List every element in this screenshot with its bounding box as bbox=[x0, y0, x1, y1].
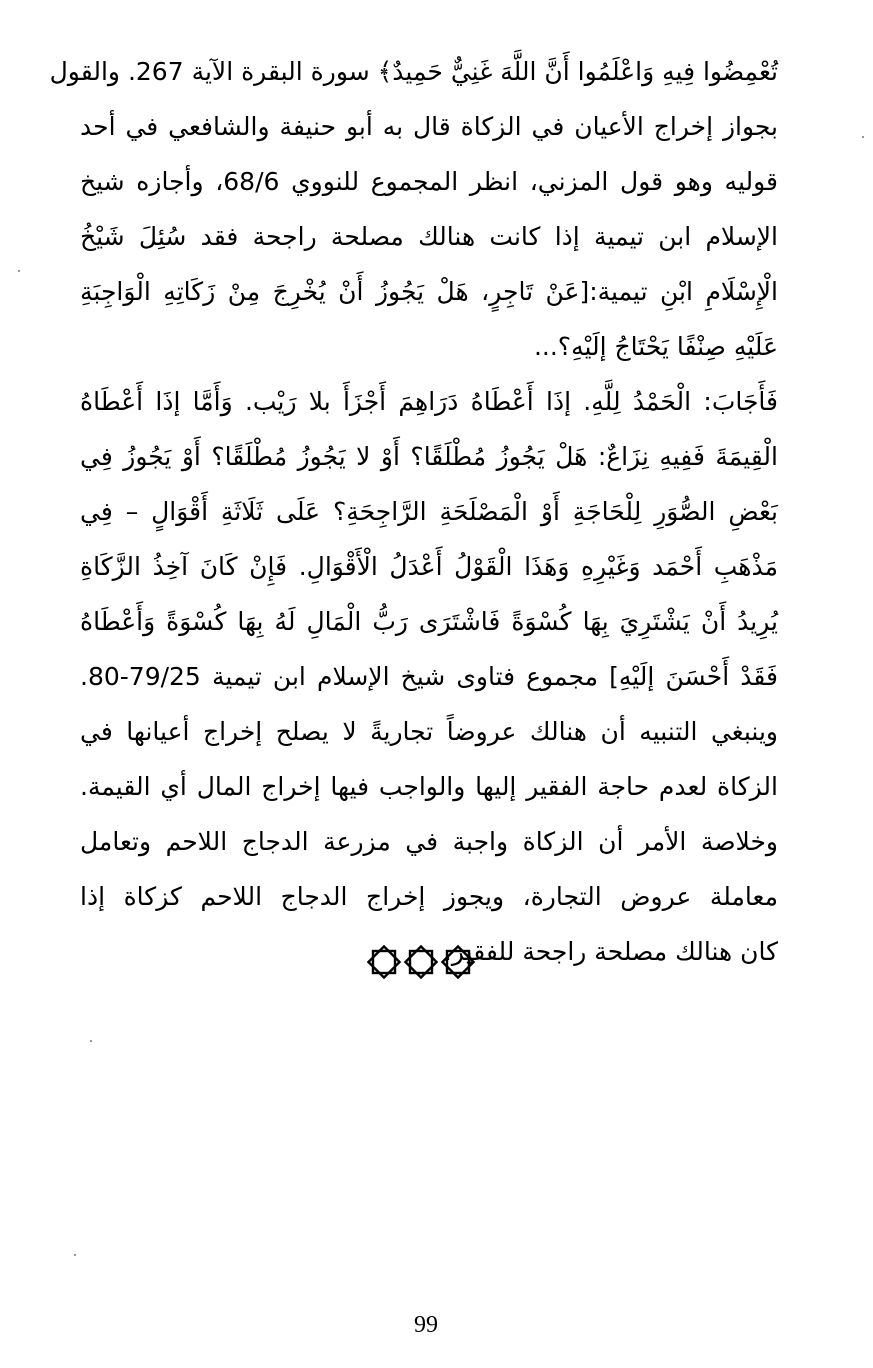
scan-speck bbox=[74, 1254, 76, 1256]
text-line-17: كان هنالك مصلحة راجحة للفقير. bbox=[443, 937, 778, 966]
text-line-14: الزكاة لعدم حاجة الفقير إليها والواجب فيها إخراج المال أي القيمة. bbox=[80, 772, 778, 801]
text-line-15: وخلاصة الأمر أن الزكاة واجبة في مزرعة الدجاج اللاحم وتعامل bbox=[80, 827, 778, 856]
text-line-16: معاملة عروض التجارة، ويجوز إخراج الدجاج اللاحم كزكاة إذا bbox=[80, 882, 778, 911]
text-line-9: بَعْضِ الصُّوَرِ لِلْحَاجَةِ أَوْ الْمَصْلَحَةِ الرَّاجِحَةِ؟ عَلَى ثَلَاثَةِ أَقْوَالٍ – فِي bbox=[80, 497, 778, 526]
page-number: 99 bbox=[414, 1312, 438, 1338]
scan-speck bbox=[18, 270, 20, 272]
text-line-2: بجواز إخراج الأعيان في الزكاة قال به أبو حنيفة والشافعي في أحد bbox=[80, 112, 778, 141]
text-line-13: وينبغي التنبيه أن هنالك عروضاً تجاريةً لا يصلح إخراج أعيانها في bbox=[80, 717, 778, 746]
scan-speck bbox=[90, 1040, 92, 1042]
text-line-3: قوليه وهو قول المزني، انظر المجموع للنووي 68/6، وأجازه شيخ bbox=[80, 167, 778, 196]
text-line-12: فَقَدْ أَحْسَنَ إلَيْهِ] مجموع فتاوى شيخ الإسلام ابن تيمية 79/25-80. bbox=[80, 662, 778, 691]
text-line-5: الْإِسْلَامِ ابْنِ تيمية:[عَنْ تَاجِرٍ، هَلْ يَجُوزُ أَنْ يُخْرِجَ مِنْ زَكَاتِهِ الْوَاجِبَةِ bbox=[80, 277, 778, 306]
body-text bbox=[49, 44, 778, 979]
triple-star-ornament-icon bbox=[366, 944, 476, 980]
text-line-1: تُعْمِضُوا فِيهِ وَاعْلَمُوا أَنَّ اللَّهَ غَنِيٌّ حَمِيدٌ﴾ سورة البقرة الآية 267. والقول bbox=[49, 57, 778, 86]
scan-speck bbox=[862, 136, 864, 138]
text-line-8: الْقِيمَةَ فَفِيهِ نِزَاعٌ: هَلْ يَجُوزُ مُطْلَقًا؟ أَوْ لا يَجُوزُ مُطْلَقًا؟ أَوْ يَجُوزُ فِي bbox=[80, 442, 778, 471]
text-line-4: الإسلام ابن تيمية إذا كانت هنالك مصلحة راجحة فقد سُئِلَ شَيْخُ bbox=[80, 222, 778, 251]
text-line-7: فَأَجَابَ: الْحَمْدُ لِلَّهِ. إذَا أَعْطَاهُ دَرَاهِمَ أَجْزَأَ بلا رَيْب. وَأَمَّا إذَا أَعْطَاهُ bbox=[80, 387, 778, 416]
text-line-11: يُرِيدُ أَنْ يَشْتَرِيَ بِهَا كُسْوَةً فَاشْتَرَى رَبُّ الْمَالِ لَهُ بِهَا كُسْوَةً وَأَعْطَاهُ bbox=[80, 607, 778, 636]
text-line-10: مَذْهَبِ أَحْمَد وَغَيْرِهِ وَهَذَا الْقَوْلُ أَعْدَلُ الْأَقْوَالِ. فَإِنْ كَانَ آخِذُ الزَّكَاةِ bbox=[80, 552, 778, 581]
text-line-6: عَلَيْهِ صِنْفًا يَحْتَاجُ إلَيْهِ؟... bbox=[533, 332, 778, 361]
